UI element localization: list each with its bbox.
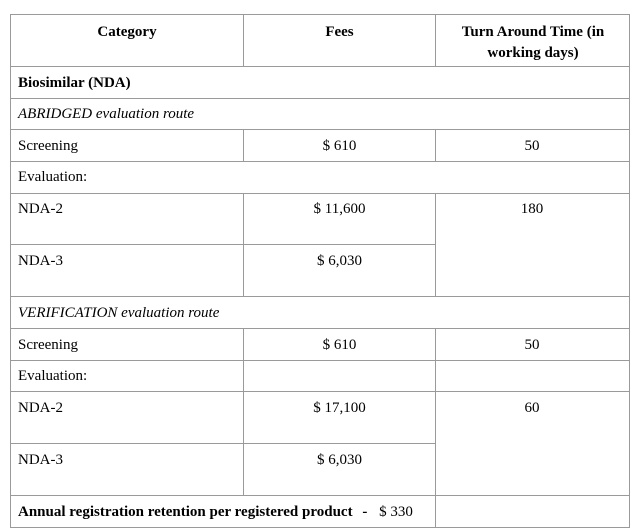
grid-line [10, 66, 630, 67]
verification-route-label: VERIFICATION evaluation route [18, 305, 220, 321]
verification-nda3-label: NDA-3 [18, 452, 63, 468]
section-title: Biosimilar (NDA) [18, 75, 131, 91]
grid-line [10, 14, 630, 15]
grid-line [10, 527, 630, 528]
header-category: Category [97, 24, 157, 40]
annual-retention-fee: $ 330 [379, 504, 413, 520]
verification-evaluation-label: Evaluation: [18, 368, 88, 384]
abridged-nda3-fee: $ 6,030 [317, 253, 362, 269]
verification-nda-tat: 60 [524, 400, 540, 416]
abridged-evaluation-label: Evaluation: [18, 169, 88, 185]
abridged-screening-fee: $ 610 [322, 138, 357, 154]
grid-line [10, 14, 11, 528]
grid-line [10, 98, 630, 99]
abridged-screening-label: Screening [18, 138, 78, 154]
annual-retention-row [18, 504, 413, 521]
grid-line [10, 244, 436, 245]
verification-nda3-fee: $ 6,030 [317, 452, 362, 468]
grid-line [10, 360, 630, 361]
grid-line [435, 495, 436, 528]
grid-line [10, 443, 436, 444]
grid-line [10, 296, 630, 297]
grid-line [10, 193, 630, 194]
grid-line [10, 495, 630, 496]
abridged-nda2-label: NDA-2 [18, 201, 63, 217]
verification-screening-label: Screening [18, 337, 78, 353]
abridged-nda2-fee: $ 11,600 [313, 201, 366, 217]
annual-retention-label: Annual registration retention per registered product [18, 504, 353, 520]
header-fees: Fees [325, 24, 354, 40]
grid-line [10, 328, 630, 329]
verification-screening-fee: $ 610 [322, 337, 357, 353]
annual-retention-dash: - [362, 504, 368, 520]
verification-nda2-fee: $ 17,100 [313, 400, 366, 416]
abridged-route-label: ABRIDGED evaluation route [18, 106, 195, 122]
header-turnaround: Turn Around Time (in working days) [461, 24, 605, 61]
abridged-nda-tat: 180 [520, 201, 544, 217]
abridged-nda3-label: NDA-3 [18, 253, 63, 269]
verification-nda2-label: NDA-2 [18, 400, 63, 416]
verification-screening-tat: 50 [524, 337, 540, 353]
abridged-screening-tat: 50 [524, 138, 540, 154]
grid-line [10, 391, 630, 392]
grid-line [10, 129, 630, 130]
grid-line [10, 161, 630, 162]
grid-line [629, 14, 630, 528]
